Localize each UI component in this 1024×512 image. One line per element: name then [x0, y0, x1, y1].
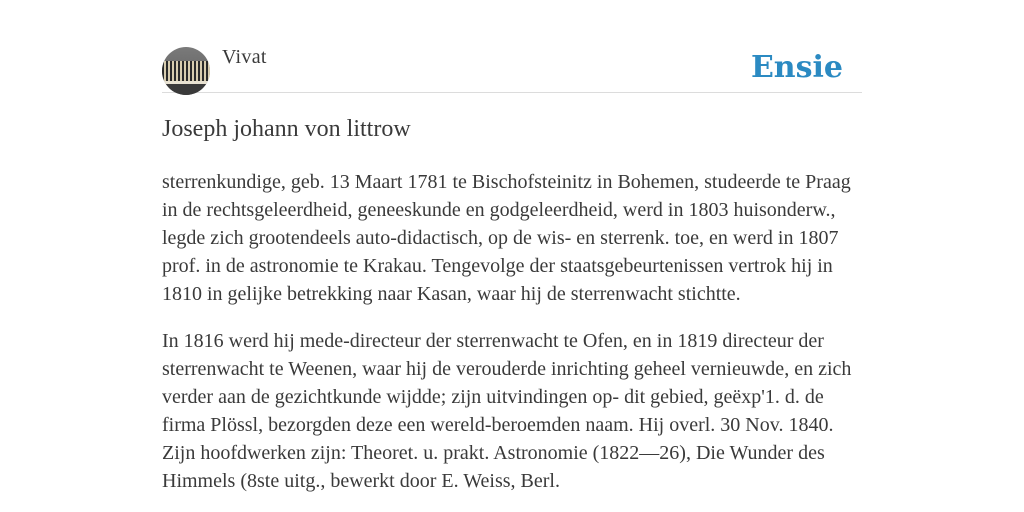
article-paragraph: In 1816 werd hij mede-directeur der sterrenwacht te Ofen, en in 1819 directeur der sterrenwacht te Weenen, waar hij de verouderde inrichting geheel vernieuwde, en zich verder aan de gezichtkunde wijdde; zijn uitvindingen op- dit gebied, geëxp'1. d. de firma Plössl, bezorgden deze een wereld-beroemden naam. Hij overl. 30 Nov. 1840. Zijn hoofdwerken zijn: Theoret. u. prakt. Astronomie (1822—26), Die Wunder des Himmels (8ste uitg., bewerkt door E. Weiss, Berl.: [162, 330, 852, 492]
header: [162, 0, 862, 93]
page-title: Joseph johann von littrow: [162, 116, 411, 142]
user-avatar[interactable]: [162, 47, 210, 95]
article-paragraph: sterrenkundige, geb. 13 Maart 1781 te Bischofsteinitz in Bohemen, studeerde te Praag in de rechtsgeleerdheid, geneeskunde en godgeleerdheid, werd in 1803 huisonderw., legde zich grootendeels auto-didactisch, op de wis- en sterrenk. toe, en werd in 1807 prof. in de astronomie te Krakau. Tengevolge der staatsgebeurtenissen vertrok hij in 1810 in gelijke betrekking naar Kasan, waar hij de sterrenwacht stichtte.: [162, 171, 851, 305]
page-container: [162, 0, 862, 492]
bookshelf-image: [162, 61, 210, 81]
brand-logo[interactable]: Ensie: [750, 50, 843, 85]
username-link[interactable]: Vivat: [222, 46, 267, 68]
article-body: [162, 168, 862, 512]
